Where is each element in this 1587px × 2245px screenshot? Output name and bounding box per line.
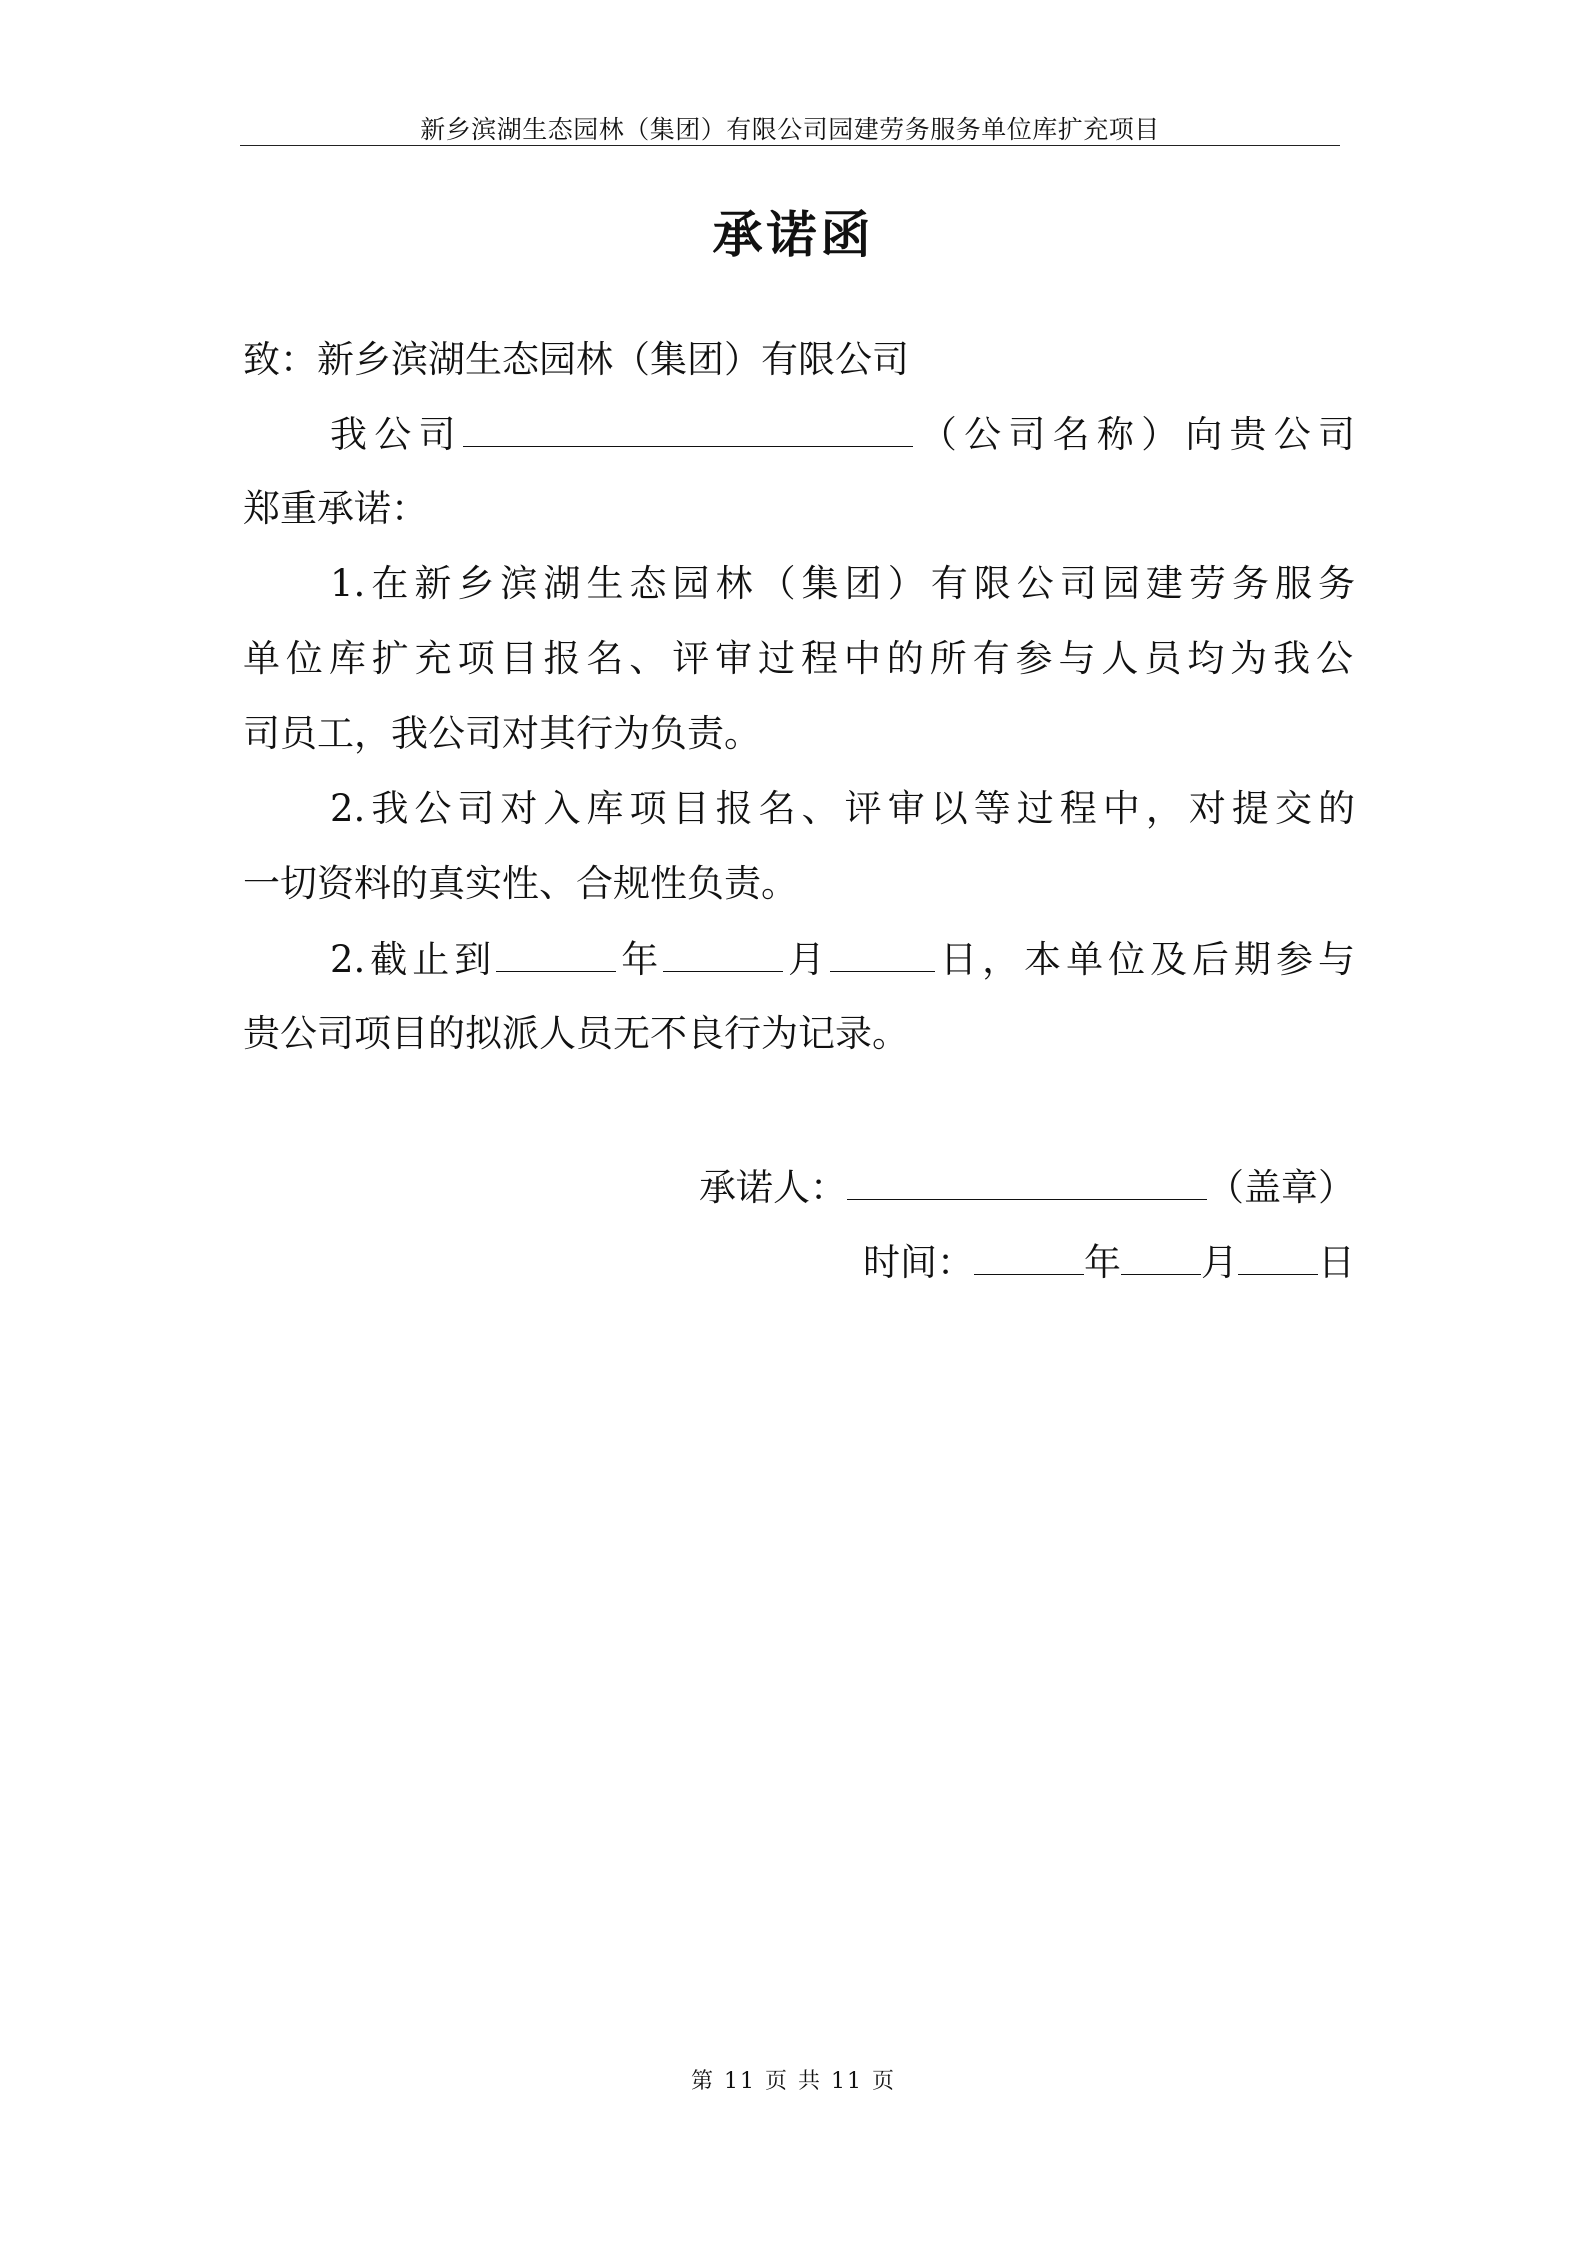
item-1-line-3: 司员工，我公司对其行为负责。	[243, 712, 761, 755]
item-3-month: 月	[783, 938, 831, 981]
item-1-line-2: 单位库扩充项目报名、评审过程中的所有参与人员均为我公	[243, 637, 1353, 680]
salutation: 致：新乡滨湖生态园林（集团）有限公司	[243, 338, 909, 381]
item-2-line-2: 一切资料的真实性、合规性负责。	[243, 862, 798, 905]
header-rule	[240, 145, 1340, 146]
document-title: 承诺函	[712, 205, 875, 264]
signatory-label: 承诺人：	[699, 1166, 847, 1209]
item-2-line-1: 2.我公司对入库项目报名、评审以等过程中，对提交的	[330, 787, 1355, 830]
deadline-day-blank[interactable]	[830, 935, 935, 972]
intro-line-1	[330, 410, 1355, 459]
page-header: 新乡滨湖生态园林（集团）有限公司园建劳务服务单位库扩充项目	[420, 115, 1160, 144]
item-3-line-1	[330, 935, 1355, 984]
sign-month: 月	[1201, 1241, 1238, 1284]
intro-company-label: （公司名称）向贵公司	[912, 413, 1356, 456]
deadline-month-blank[interactable]	[663, 935, 783, 972]
intro-prefix: 我公司	[330, 413, 463, 456]
seal-label: （盖章）	[1207, 1166, 1355, 1209]
company-name-blank[interactable]	[463, 410, 913, 447]
deadline-year-blank[interactable]	[496, 935, 616, 972]
page-footer: 第 11 页 共 11 页	[691, 2069, 896, 2094]
item-1-line-1: 1.在新乡滨湖生态园林（集团）有限公司园建劳务服务	[330, 562, 1355, 605]
item-3-day-suffix: 日，本单位及后期参与	[935, 938, 1355, 981]
signatory-line	[455, 1163, 1355, 1212]
time-label: 时间：	[863, 1241, 974, 1284]
item-3-prefix: 2.截止到	[330, 938, 497, 981]
sign-month-blank[interactable]	[1121, 1238, 1201, 1275]
sign-day: 日	[1318, 1241, 1355, 1284]
item-3-year: 年	[616, 938, 664, 981]
sign-year: 年	[1084, 1241, 1121, 1284]
item-3-line-2: 贵公司项目的拟派人员无不良行为记录。	[243, 1012, 909, 1055]
intro-line-2: 郑重承诺：	[243, 487, 428, 530]
signatory-blank[interactable]	[847, 1163, 1207, 1200]
date-line	[455, 1238, 1355, 1287]
sign-day-blank[interactable]	[1238, 1238, 1318, 1275]
sign-year-blank[interactable]	[974, 1238, 1084, 1275]
